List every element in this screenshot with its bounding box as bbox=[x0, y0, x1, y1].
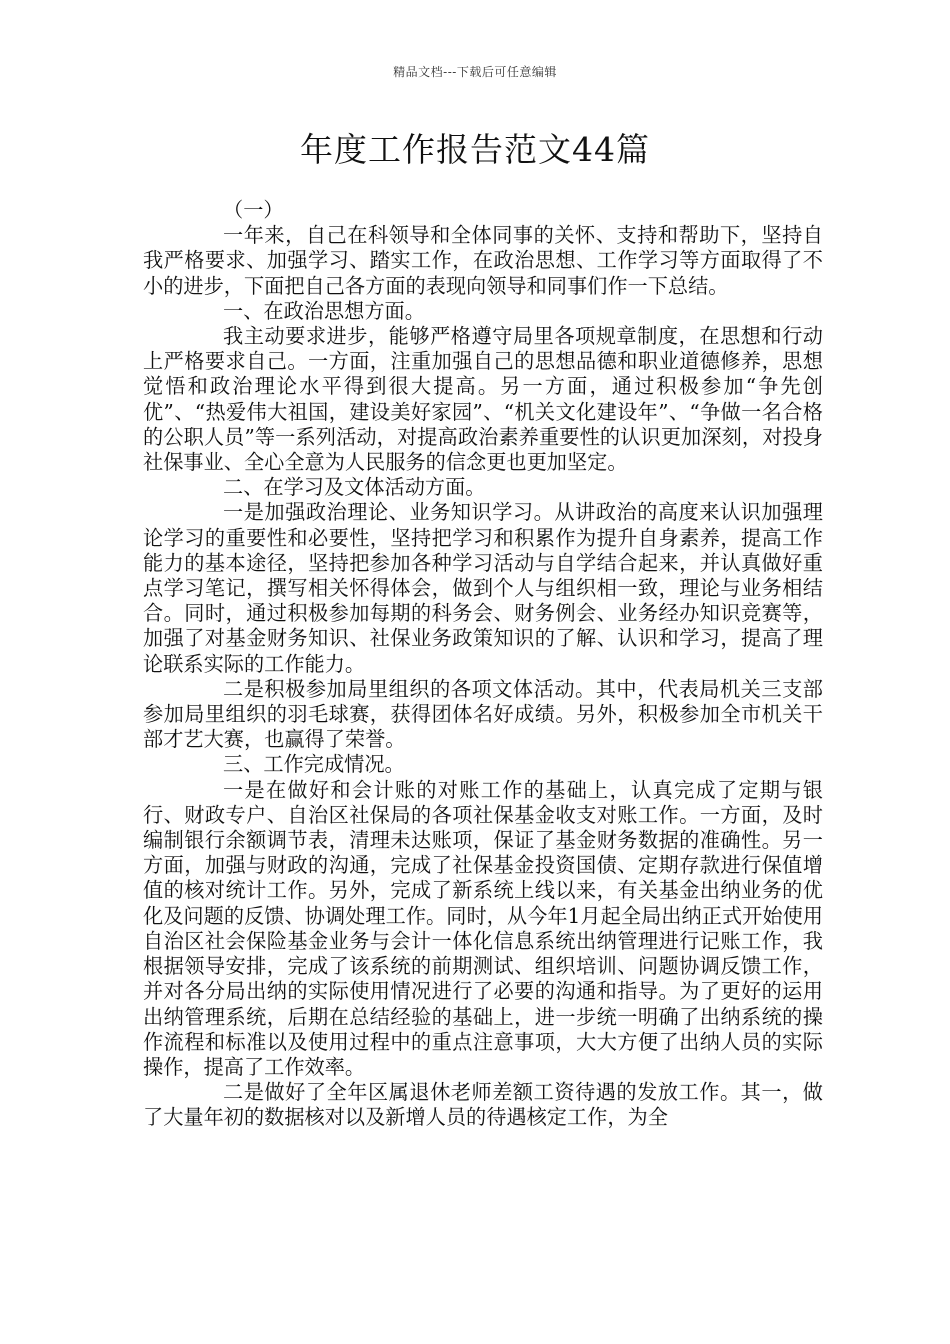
document-title: 年度工作报告范文44篇 bbox=[300, 130, 650, 169]
section-marker: （一） bbox=[223, 198, 284, 222]
header-note: 精品文档---下载后可任意编辑 bbox=[393, 65, 557, 79]
paragraph: 一是在做好和会计账的对账工作的基础上，认真完成了定期与银行、财政专户、自治区社保局的各项社保基金收支对账工作。一方面，及时编制银行余额调节表，清理未达账项，保证了基金财务数据的准确性。另一方面，加强与财政的沟通，完成了社保基金投资国债、定期存款进行保值增值的核对统计工作。另外，完成了新系统上线以来，有关基金出纳业务的优化及问题的反馈、协调处理工作。同时，从今年1月起全局出纳正式开始使用自治区社会保险基金业务与会计一体化信息系统出纳管理进行记账工作，我根据领导安排，完成了该系统的前期测试、组织培训、问题协调反馈工作，并对各分局出纳的实际使用情况进行了必要的沟通和指导。为了更好的运用出纳管理系统，后期在总结经验的基础上，进一步统一明确了出纳系统的操作流程和标准以及使用过程中的重点注意事项，大大方便了出纳人员的实际操作，提高了工作效率。 bbox=[143, 777, 823, 1079]
paragraph: 一是加强政治理论、业务知识学习。从讲政治的高度来认识加强理论学习的重要性和必要性，坚持把学习和积累作为提升自身素养，提高工作能力的基本途径，坚持把参加各种学习活动与自学结合起来，并认真做好重点学习笔记，撰写相关怀得体会，做到个人与组织相一致，理论与业务相结合。同时，通过积极参加每期的科务会、财务例会、业务经办知识竞赛等，加强了对基金财务知识、社保业务政策知识的了解、认识和学习，提高了理论联系实际的工作能力。 bbox=[143, 500, 823, 676]
paragraph: 二是积极参加局里组织的各项文体活动。其中，代表局机关三支部参加局里组织的羽毛球赛，获得团体名好成绩。另外，积极参加全市机关干部才艺大赛，也赢得了荣誉。 bbox=[143, 676, 823, 752]
paragraph: 我主动要求进步，能够严格遵守局里各项规章制度，在思想和行动上严格要求自己。一方面，注重加强自己的思想品德和职业道德修养，思想觉悟和政治理论水平得到很大提高。另一方面，通过积极参加“争先创优”、“热爱伟大祖国，建设美好家园”、“机关文化建设年”、“争做一名合格的公职人员”等一系列活动，对提高政治素养重要性的认识更加深刻，对投身社保事业、全心全意为人民服务的信念更也更加坚定。 bbox=[143, 324, 823, 475]
section-heading: 一、在政治思想方面。 bbox=[223, 298, 425, 323]
section-heading: 二、在学习及文体活动方面。 bbox=[223, 475, 486, 500]
paragraph: 二是做好了全年区属退休老师差额工资待遇的发放工作。其一，做了大量年初的数据核对以及新增人员的待遇核定工作，为全 bbox=[143, 1080, 823, 1130]
document-body bbox=[143, 198, 823, 1131]
paragraph: 一年来，自己在科领导和全体同事的关怀、支持和帮助下，坚持自我严格要求、加强学习、踏实工作，在政治思想、工作学习等方面取得了不小的进步，下面把自己各方面的表现向领导和同事们作一下总结。 bbox=[143, 223, 823, 298]
section-heading: 三、工作完成情况。 bbox=[223, 752, 405, 777]
